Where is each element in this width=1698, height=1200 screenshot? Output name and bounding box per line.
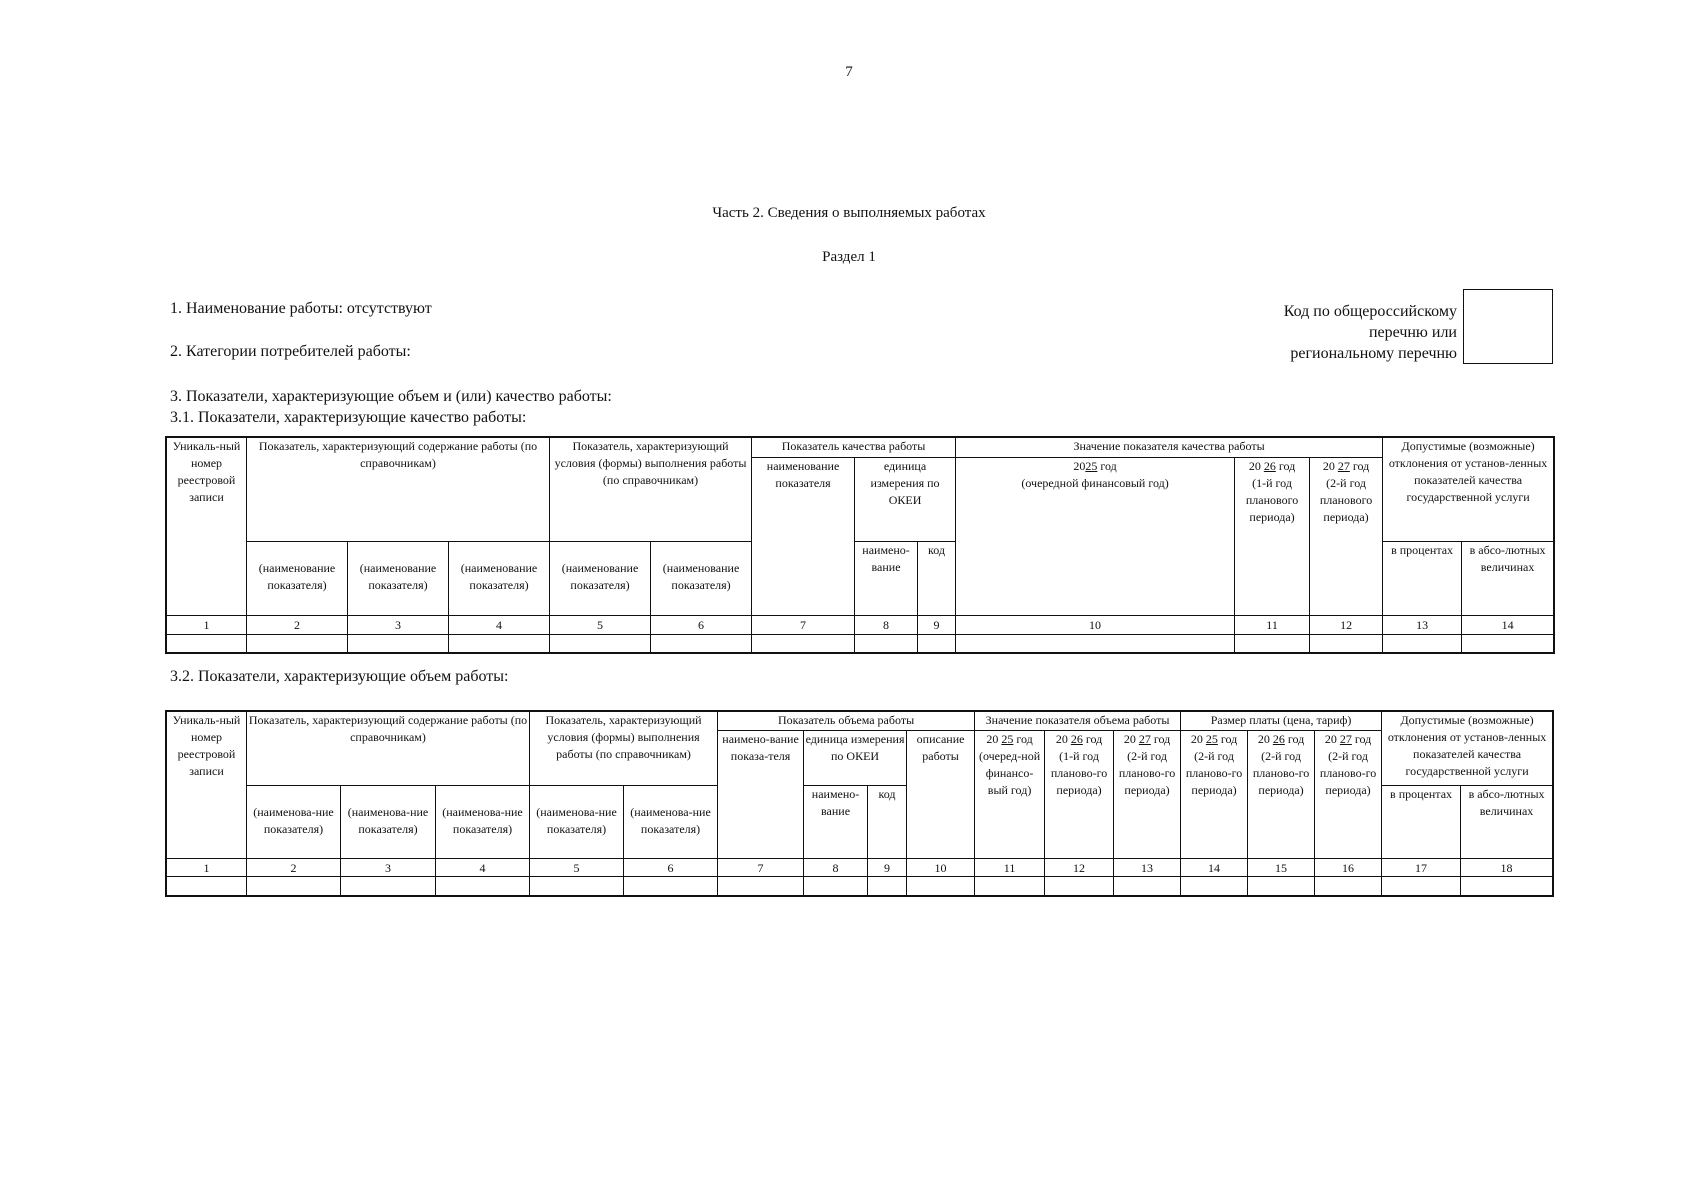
deviation-absolute-header: в абсо-лютных величинах <box>1461 786 1553 859</box>
column-number: 4 <box>436 859 530 877</box>
year-word: год <box>1352 459 1370 473</box>
plan-year-1-header <box>1235 458 1310 616</box>
year-prefix: 20 <box>1257 732 1270 746</box>
table-cell[interactable] <box>1462 635 1554 653</box>
deviation-percent-header: в процентах <box>1382 786 1461 859</box>
column-number: 12 <box>1310 616 1383 635</box>
plan-year-2: 27 <box>1337 459 1350 473</box>
table-cell[interactable] <box>1383 635 1462 653</box>
column-number: 1 <box>167 859 247 877</box>
year-prefix: 20 <box>1123 732 1136 746</box>
year-word: год <box>1220 732 1238 746</box>
current-year: 25 <box>1205 732 1218 746</box>
plan-year-2-header <box>1310 458 1383 616</box>
column-number: 2 <box>247 859 341 877</box>
table-cell[interactable] <box>1114 877 1181 896</box>
column-number: 13 <box>1114 859 1181 877</box>
conditions-indicator-2: (наименова-ние показателя) <box>624 786 718 859</box>
content-indicator-header: Показатель, характеризующий содержание работы (по справочникам) <box>247 438 550 542</box>
year-prefix: 20 <box>1322 459 1335 473</box>
unique-number-header: Уникаль-ный номер реестровой записи <box>167 712 247 859</box>
table-cell[interactable] <box>975 877 1045 896</box>
year-prefix: 20 <box>1073 459 1086 473</box>
quality-value-header: Значение показателя качества работы <box>956 438 1383 458</box>
fee-plan-year-2-header <box>1315 731 1382 859</box>
table-cell[interactable] <box>804 877 868 896</box>
value-plan-year-2-header <box>1114 731 1181 859</box>
unit-code-header: код <box>868 786 907 859</box>
deviations-header: Допустимые (возможные) отклонения от установ-ленных показателей качества государственной услуги <box>1383 438 1554 542</box>
table-row <box>167 635 1554 653</box>
fee-plan-year-1-note: (2-й год планово-го периода) <box>1252 749 1310 797</box>
table-cell[interactable] <box>868 877 907 896</box>
column-number: 10 <box>956 616 1235 635</box>
column-number: 15 <box>1248 859 1315 877</box>
year-word: год <box>1016 732 1033 746</box>
column-number: 10 <box>907 859 975 877</box>
table-cell[interactable] <box>348 635 449 653</box>
year-word: год <box>1153 732 1171 746</box>
content-indicator-1: (наименование показателя) <box>247 542 348 616</box>
table-cell[interactable] <box>1045 877 1114 896</box>
fee-plan-year-2-note: (2-й год планово-го периода) <box>1319 749 1377 797</box>
column-number: 14 <box>1181 859 1248 877</box>
conditions-indicator-2: (наименование показателя) <box>651 542 752 616</box>
work-description-header: описание работы <box>907 731 975 859</box>
column-number: 3 <box>348 616 449 635</box>
current-year-note: (очередной финансовый год) <box>1021 476 1169 490</box>
indicator-name-header: наимено-вание показа-теля <box>718 731 804 859</box>
volume-indicators-table <box>166 711 1553 896</box>
current-year: 25 <box>1001 732 1014 746</box>
table-cell[interactable] <box>550 635 651 653</box>
value-plan-year-1-header <box>1045 731 1114 859</box>
table-cell[interactable] <box>752 635 855 653</box>
volume-indicators-heading: 3.2. Показатели, характеризующие объем работы: <box>170 668 509 685</box>
registry-code-label <box>1220 301 1457 364</box>
content-indicator-3: (наименование показателя) <box>449 542 550 616</box>
table-cell[interactable] <box>341 877 436 896</box>
indicator-name-header: наименование показателя <box>752 458 855 616</box>
current-year-note: (очеред-ной финансо-вый год) <box>978 749 1041 797</box>
table-cell[interactable] <box>436 877 530 896</box>
table-cell[interactable] <box>1248 877 1315 896</box>
content-indicator-header: Показатель, характеризующий содержание работы (по справочникам) <box>247 712 530 786</box>
fee-current-year-header <box>1181 731 1248 859</box>
plan-year-1-note: (1-й год планового периода) <box>1245 476 1299 524</box>
plan-year-1-note: (1-й год планово-го периода) <box>1050 749 1108 797</box>
deviation-absolute-header: в абсо-лютных величинах <box>1462 542 1554 616</box>
code-label-line-2: перечню или <box>1368 324 1457 341</box>
column-number: 8 <box>855 616 918 635</box>
table-row <box>167 877 1553 896</box>
volume-value-header: Значение показателя объема работы <box>975 712 1181 731</box>
registry-code-field[interactable] <box>1463 289 1553 364</box>
volume-indicator-header: Показатель объема работы <box>718 712 975 731</box>
table-cell[interactable] <box>1461 877 1553 896</box>
table-cell[interactable] <box>624 877 718 896</box>
table-cell[interactable] <box>1235 635 1310 653</box>
year-prefix: 20 <box>1248 459 1261 473</box>
fee-plan-year-1-header <box>1248 731 1315 859</box>
plan-year-2: 27 <box>1138 732 1151 746</box>
column-number: 8 <box>804 859 868 877</box>
conditions-indicator-1: (наименова-ние показателя) <box>530 786 624 859</box>
current-year: 25 <box>1085 459 1098 473</box>
table-cell[interactable] <box>956 635 1235 653</box>
column-number: 1 <box>167 616 247 635</box>
content-indicator-2: (наименова-ние показателя) <box>341 786 436 859</box>
table-cell[interactable] <box>651 635 752 653</box>
plan-year-1: 26 <box>1263 459 1276 473</box>
year-word: год <box>1100 459 1117 473</box>
table-cell[interactable] <box>1181 877 1248 896</box>
column-number: 3 <box>341 859 436 877</box>
content-indicator-1: (наименова-ние показателя) <box>247 786 341 859</box>
year-prefix: 20 <box>986 732 999 746</box>
table-cell[interactable] <box>449 635 550 653</box>
unit-code-header: код <box>918 542 956 616</box>
unit-name-header: наимено-вание <box>804 786 868 859</box>
column-number: 9 <box>918 616 956 635</box>
deviation-percent-header: в процентах <box>1383 542 1462 616</box>
fee-current-year-note: (2-й год планово-го периода) <box>1185 749 1243 797</box>
table-cell[interactable] <box>918 635 956 653</box>
column-number: 12 <box>1045 859 1114 877</box>
column-number: 6 <box>651 616 752 635</box>
year-word: год <box>1287 732 1305 746</box>
table-cell[interactable] <box>1315 877 1382 896</box>
code-label-line-1: Код по общероссийскому <box>1283 303 1457 320</box>
table-cell[interactable] <box>718 877 804 896</box>
content-indicator-3: (наименова-ние показателя) <box>436 786 530 859</box>
column-number: 13 <box>1383 616 1462 635</box>
current-year-header <box>956 458 1235 616</box>
year-prefix: 20 <box>1190 732 1203 746</box>
column-number: 17 <box>1382 859 1461 877</box>
year-word: год <box>1354 732 1372 746</box>
table-cell[interactable] <box>247 877 341 896</box>
conditions-indicator-header: Показатель, характеризующий условия (формы) выполнения работы (по справочникам) <box>530 712 718 786</box>
work-name-line: 1. Наименование работы: отсутствуют <box>170 300 432 317</box>
year-word: год <box>1278 459 1296 473</box>
column-number: 16 <box>1315 859 1382 877</box>
table-cell[interactable] <box>1382 877 1461 896</box>
deviations-header: Допустимые (возможные) отклонения от установ-ленных показателей качества государственной услуги <box>1382 712 1553 786</box>
okei-unit-header: единица измерения по ОКЕИ <box>804 731 907 786</box>
code-label-line-3: региональному перечню <box>1290 345 1457 362</box>
column-number: 9 <box>868 859 907 877</box>
page-number: 7 <box>845 64 853 80</box>
column-number: 18 <box>1461 859 1553 877</box>
table-cell[interactable] <box>247 635 348 653</box>
quality-indicators-table <box>166 437 1554 653</box>
section-title: Раздел 1 <box>822 249 876 265</box>
consumer-categories-line: 2. Категории потребителей работы: <box>170 343 411 360</box>
conditions-indicator-1: (наименование показателя) <box>550 542 651 616</box>
year-prefix: 20 <box>1324 732 1337 746</box>
table-cell[interactable] <box>530 877 624 896</box>
quality-indicators-heading: 3.1. Показатели, характеризующие качество работы: <box>170 409 527 426</box>
fee-header: Размер платы (цена, тариф) <box>1181 712 1382 731</box>
column-number: 14 <box>1462 616 1554 635</box>
plan-year-1: 26 <box>1070 732 1083 746</box>
value-current-year-header <box>975 731 1045 859</box>
column-number: 4 <box>449 616 550 635</box>
table-cell[interactable] <box>167 635 247 653</box>
column-number: 7 <box>718 859 804 877</box>
year-word: год <box>1085 732 1103 746</box>
column-number: 11 <box>975 859 1045 877</box>
plan-year-2-note: (2-й год планового периода) <box>1319 476 1373 524</box>
table-cell[interactable] <box>167 877 247 896</box>
quality-indicator-header: Показатель качества работы <box>752 438 956 458</box>
part-title: Часть 2. Сведения о выполняемых работах <box>712 205 986 221</box>
unit-name-header: наимено-вание <box>855 542 918 616</box>
conditions-indicator-header: Показатель, характеризующий условия (формы) выполнения работы (по справочникам) <box>550 438 752 542</box>
column-number: 11 <box>1235 616 1310 635</box>
table-cell[interactable] <box>855 635 918 653</box>
content-indicator-2: (наименование показателя) <box>348 542 449 616</box>
plan-year-2: 27 <box>1339 732 1352 746</box>
table-cell[interactable] <box>907 877 975 896</box>
column-number: 6 <box>624 859 718 877</box>
column-number: 7 <box>752 616 855 635</box>
year-prefix: 20 <box>1055 732 1068 746</box>
okei-unit-header: единица измерения по ОКЕИ <box>855 458 956 542</box>
column-number: 5 <box>530 859 624 877</box>
table-cell[interactable] <box>1310 635 1383 653</box>
plan-year-1: 26 <box>1272 732 1285 746</box>
column-number: 2 <box>247 616 348 635</box>
column-number: 5 <box>550 616 651 635</box>
indicators-heading: 3. Показатели, характеризующие объем и (или) качество работы: <box>170 388 612 405</box>
plan-year-2-note: (2-й год планово-го периода) <box>1118 749 1176 797</box>
unique-number-header: Уникаль-ный номер реестровой записи <box>167 438 247 616</box>
